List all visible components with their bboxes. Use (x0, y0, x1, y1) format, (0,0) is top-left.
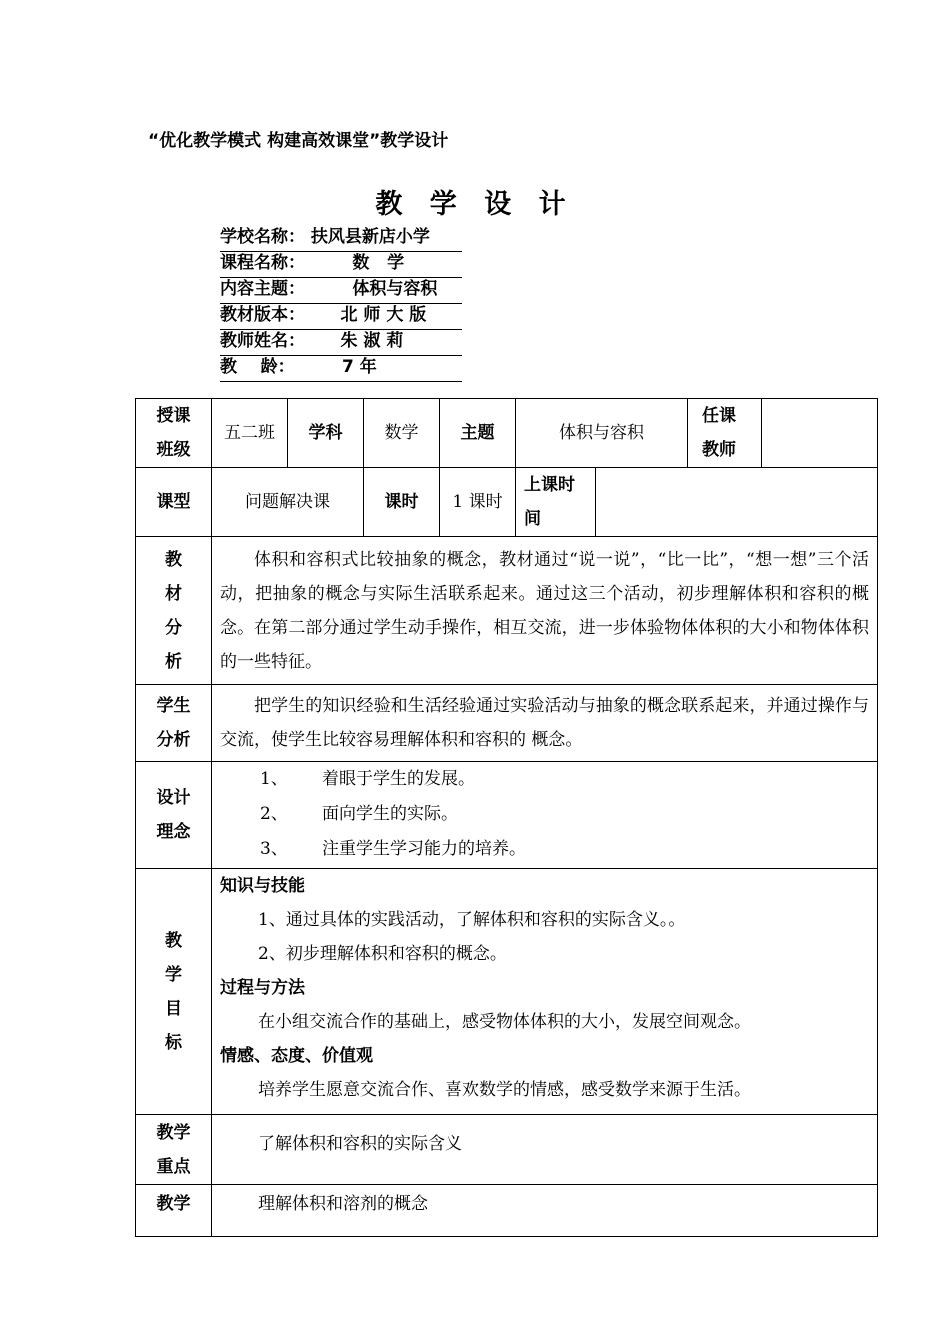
topic-label: 主题 (440, 399, 516, 468)
material-label: 教 材 分 析 (136, 537, 212, 685)
list-item: 1、 着眼于学生的发展。 (260, 769, 475, 789)
table-row (136, 537, 878, 685)
knowledge-item-2: 2、初步理解体积和容积的概念。 (258, 944, 507, 964)
class-label-1: 授课 (156, 406, 191, 426)
info-school: 学校名称： 扶风县新店小学 (220, 226, 462, 252)
info-teacher: 教师姓名： 朱 淑 莉 (220, 330, 462, 356)
emotion-item-1: 培养学生愿意交流合作、喜欢数学的情感，感受数学来源于生活。 (258, 1080, 751, 1100)
list-item: 3、 注重学生学习能力的培养。 (260, 839, 526, 859)
class-label (136, 399, 212, 468)
page-title: 教 学 设 计 (375, 189, 575, 220)
design-label: 设计 理念 (136, 762, 212, 869)
knowledge-item-1: 1、通过具体的实践活动，了解体积和容积的实际含义。。 (258, 910, 686, 930)
table-row (136, 762, 878, 869)
table-row (136, 685, 878, 762)
table-row (136, 869, 878, 1115)
teacher-value (762, 399, 878, 468)
material-text: 体积和容积式比较抽象的概念，教材通过“说一说”，“比一比”，“想一想”三个活动，把抽象的概念与实际生活联系起来。通过这三个活动，初步理解体积和容积的概念。在第二部分通过学生动手操作，相互交流，进一步体验物体体积的大小和物体体积的一些特征。 (212, 537, 878, 685)
class-label-2: 班级 (156, 440, 191, 460)
info-topic: 内容主题： 体积与容积 (220, 278, 462, 304)
table-row (136, 468, 878, 537)
hours-value: 1 课时 (440, 468, 516, 537)
difficulty-label: 教学 (136, 1185, 212, 1237)
emotion-heading: 情感、态度、价值观 (220, 1046, 373, 1066)
key-point-text: 了解体积和容积的实际含义 (258, 1134, 462, 1154)
hours-label: 课时 (364, 468, 440, 537)
time-value (596, 468, 878, 537)
process-heading: 过程与方法 (220, 978, 305, 998)
key-point-cell (212, 1115, 878, 1185)
difficulty-cell (212, 1185, 878, 1237)
knowledge-heading: 知识与技能 (220, 876, 305, 896)
info-edition: 教材版本： 北 师 大 版 (220, 304, 462, 330)
design-list (212, 762, 878, 869)
type-label: 课型 (136, 468, 212, 537)
type-value: 问题解决课 (212, 468, 364, 537)
subject-label: 学科 (288, 399, 364, 468)
time-label: 上课时间 (516, 468, 596, 537)
info-years: 教 龄： 7 年 (220, 356, 462, 382)
students-text: 把学生的知识经验和生活经验通过实验活动与抽象的概念联系起来，并通过操作与交流，使学生比较容易理解体积和容积的 概念。 (212, 685, 878, 762)
students-label: 学生 分析 (136, 685, 212, 762)
list-item: 2、 面向学生的实际。 (260, 804, 458, 824)
document-heading: “优化教学模式 构建高效课堂”教学设计 (148, 131, 449, 151)
table-row (136, 1185, 878, 1237)
goals-content (212, 869, 878, 1115)
lesson-table (135, 398, 878, 1237)
teacher-label: 任课 教师 (688, 399, 762, 468)
info-course: 课程名称： 数 学 (220, 252, 462, 278)
topic-value: 体积与容积 (516, 399, 688, 468)
process-item-1: 在小组交流合作的基础上，感受物体体积的大小，发展空间观念。 (258, 1012, 751, 1032)
info-block (220, 226, 462, 382)
class-value: 五二班 (212, 399, 288, 468)
table-row (136, 399, 878, 468)
goals-label: 教 学 目 标 (136, 869, 212, 1115)
subject-value: 数学 (364, 399, 440, 468)
difficulty-text: 理解体积和溶剂的概念 (258, 1194, 428, 1214)
table-row (136, 1115, 878, 1185)
key-point-label: 教学 重点 (136, 1115, 212, 1185)
